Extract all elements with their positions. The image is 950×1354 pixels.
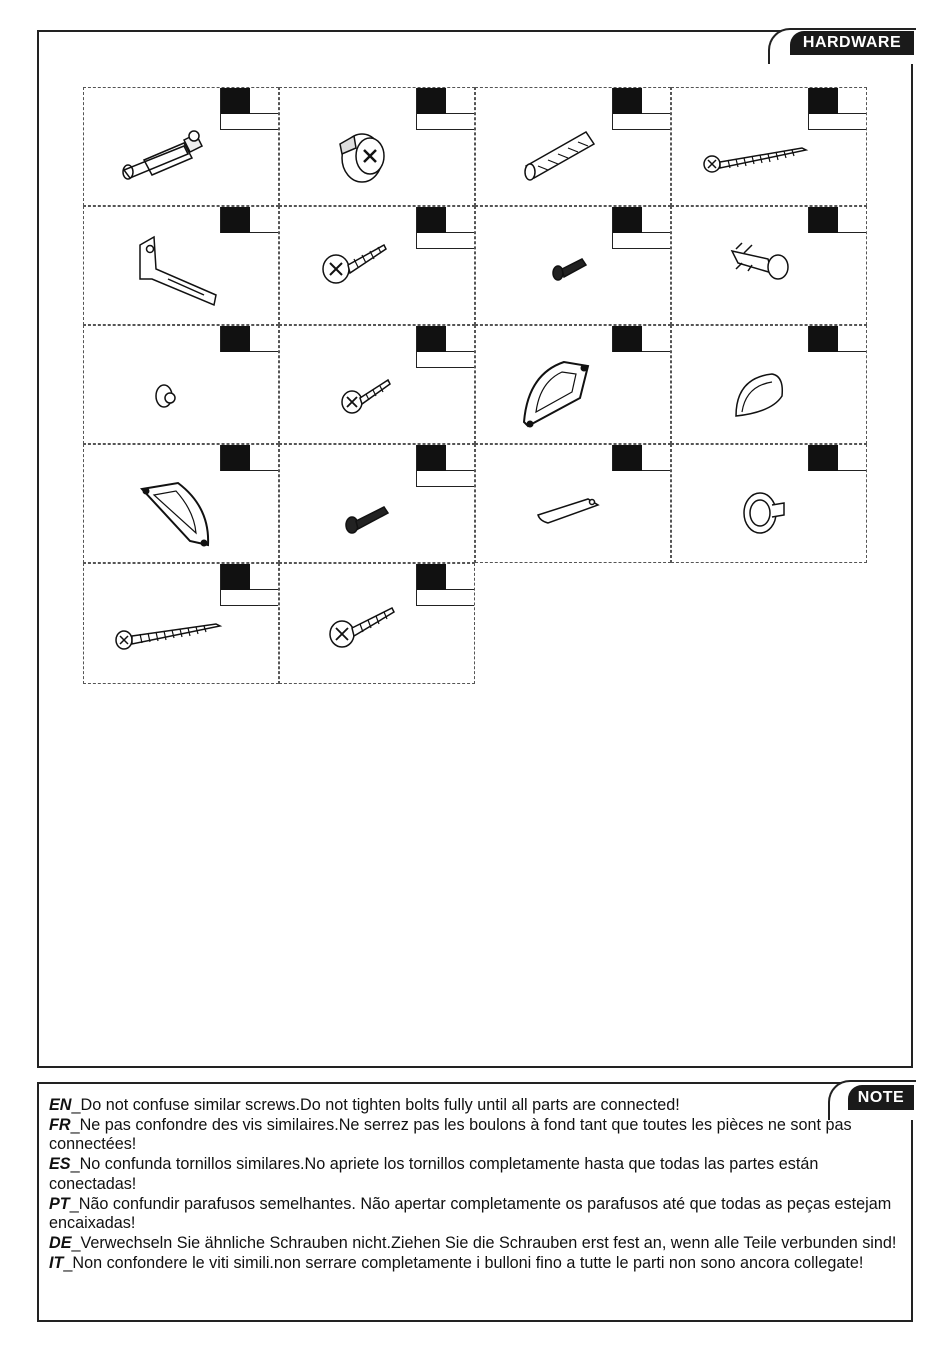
pan-head-screw-icon bbox=[280, 564, 476, 685]
part-cell bbox=[671, 87, 867, 206]
short-bolt-icon bbox=[476, 207, 672, 326]
l-bracket-icon bbox=[84, 207, 280, 326]
part-cell bbox=[279, 206, 475, 325]
note-en: EN_Do not confuse similar screws.Do not tighten bolts fully until all parts are connected! bbox=[49, 1096, 680, 1114]
hinge-bracket-right-icon bbox=[476, 326, 672, 445]
note-de: DE_Verwechseln Sie ähnliche Schrauben nicht.Ziehen Sie die Schrauben erst fest an, wenn alle Teile verbunden sind! bbox=[49, 1233, 897, 1252]
cam-lock-icon bbox=[280, 88, 476, 207]
hardware-tab: HARDWARE bbox=[790, 31, 914, 55]
part-cell bbox=[83, 206, 279, 325]
part-cell bbox=[83, 87, 279, 206]
part-cell bbox=[83, 444, 279, 563]
note-es: ES_No confunda tornillos similares.No apriete los tornillos completamente hasta que todas las partes están conectadas! bbox=[49, 1155, 819, 1193]
note-pt: PT_Não confundir parafusos semelhantes. Não apertar completamente os parafusos até que todas as peças estejam encaixadas! bbox=[49, 1194, 892, 1233]
cup-handle-icon bbox=[672, 326, 868, 445]
long-screw-icon bbox=[672, 88, 868, 207]
part-cell bbox=[671, 444, 867, 563]
part-cell bbox=[279, 325, 475, 444]
hinge-bracket-left-icon bbox=[84, 445, 280, 564]
wooden-dowel-icon bbox=[476, 88, 672, 207]
machine-bolt-icon bbox=[280, 445, 476, 564]
knob-icon bbox=[672, 445, 868, 564]
part-cell bbox=[83, 325, 279, 444]
part-cell bbox=[475, 325, 671, 444]
part-cell bbox=[671, 206, 867, 325]
washer-icon bbox=[84, 326, 280, 445]
part-cell bbox=[279, 87, 475, 206]
part-cell bbox=[475, 206, 671, 325]
part-cell bbox=[475, 87, 671, 206]
part-cell bbox=[83, 563, 279, 684]
note-fr: FR_Ne pas confondre des vis similaires.Ne serrez pas les boulons à fond tant que toutes les pièces ne sont pas connectées! bbox=[49, 1115, 852, 1154]
cam-bolt-icon bbox=[84, 88, 280, 207]
note-it: IT_Non confondere le viti simili.non serrare completamente i bulloni fino a tutte le parti non sono ancora collegate! bbox=[49, 1253, 864, 1272]
wall-anchor-icon bbox=[672, 207, 868, 326]
note-tab: NOTE bbox=[848, 1085, 914, 1110]
part-cell bbox=[671, 325, 867, 444]
wood-screw-icon bbox=[280, 207, 476, 326]
part-cell bbox=[475, 444, 671, 563]
safety-strap-icon bbox=[476, 445, 672, 564]
notes-list bbox=[49, 1096, 904, 1273]
small-screw-icon bbox=[280, 326, 476, 445]
long-wood-screw-icon bbox=[84, 564, 280, 685]
part-cell bbox=[279, 563, 475, 684]
part-cell bbox=[279, 444, 475, 563]
